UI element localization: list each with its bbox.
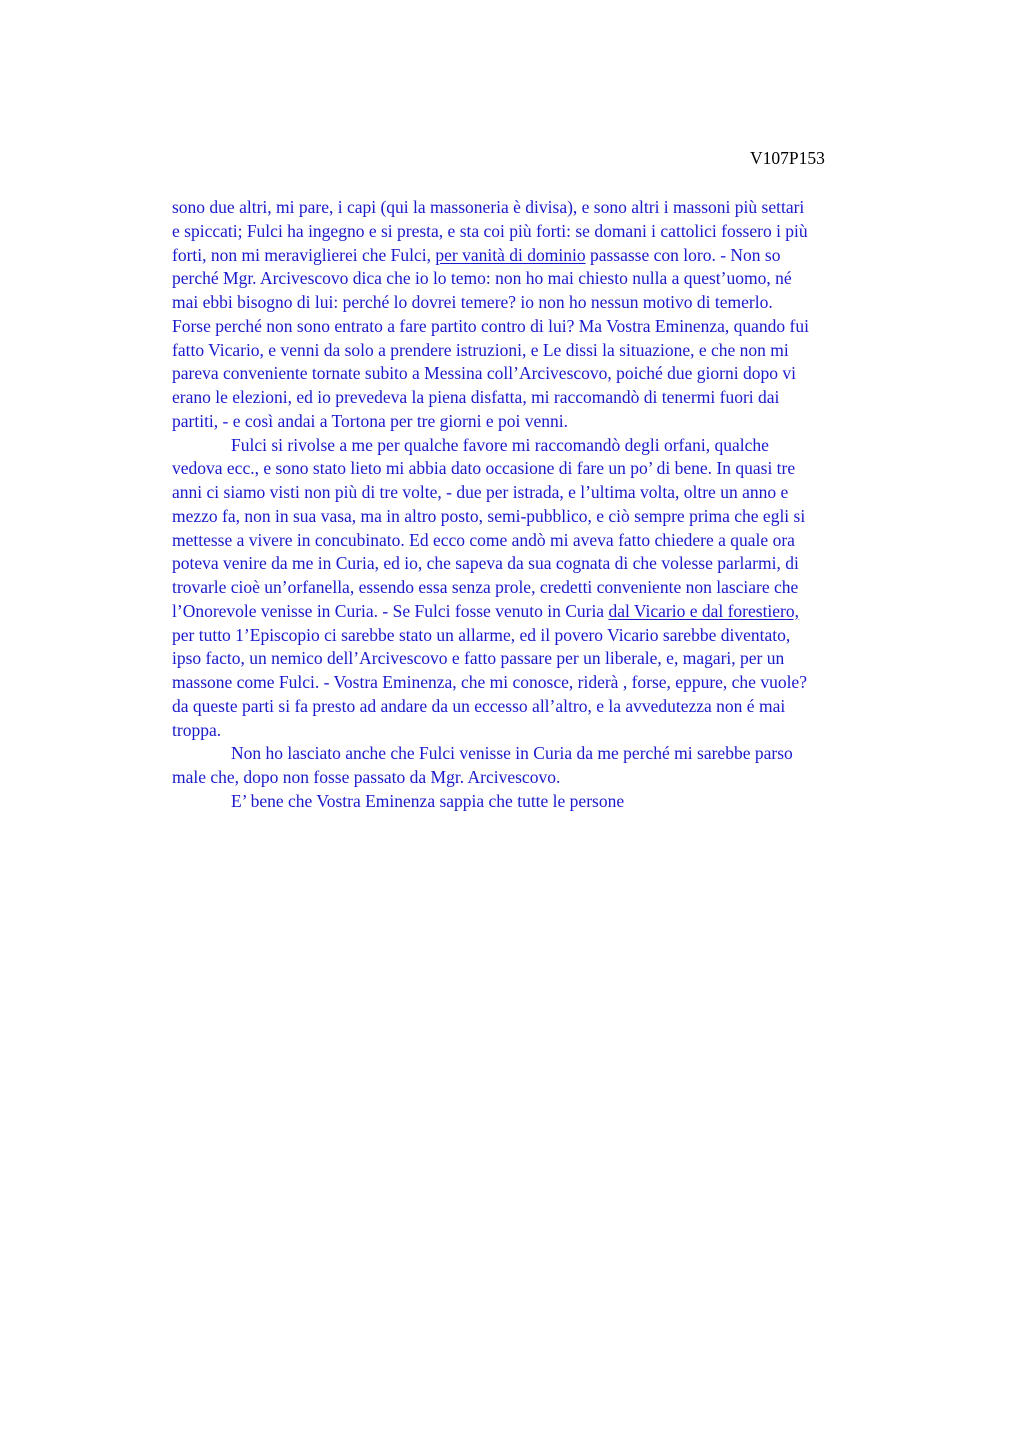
text-segment: mai ebbi bisogno di lui: perché lo dovrei temere? io non ho nessun motivo di temerlo. (172, 292, 773, 312)
text-segment: troppa. (172, 719, 222, 740)
text-line (172, 362, 932, 386)
text-segment: massone come Fulci. - Vostra Eminenza, che mi conosce, riderà , forse, eppure, che vuole? (172, 672, 807, 692)
text-segment: mettesse a vivere in concubinato. Ed ecco come andò mi aveva fatto chiedere a quale ora (172, 529, 795, 550)
text-line (172, 386, 932, 410)
text-segment: sono due altri, mi pare, i capi (qui la massoneria è divisa), e sono altri i massoni più settari (172, 197, 805, 217)
text-segment: perché Mgr. Arcivescovo dica che io lo temo: non ho mai chiesto nulla a quest’uomo, né (172, 268, 792, 289)
text-line (172, 339, 932, 363)
text-line (172, 410, 932, 434)
text-segment: forti, non mi meraviglierei che Fulci, (172, 244, 436, 265)
text-line (172, 671, 932, 695)
paragraph (172, 196, 932, 434)
text-line (172, 695, 932, 719)
text-line (172, 647, 932, 671)
text-line (172, 434, 932, 458)
text-segment: trovarle cioè un’orfanella, essendo essa senza prole, credetti conveniente non lasciare che (172, 577, 799, 597)
text-line (172, 624, 932, 648)
text-segment: male che, dopo non fosse passato da Mgr. Arcivescovo. (172, 767, 561, 787)
text-segment: per tutto 1’Episcopio ci sarebbe stato un allarme, ed il povero Vicario sarebbe diventato, (172, 624, 791, 645)
paragraph (172, 790, 932, 814)
text-line (172, 552, 932, 576)
text-line (172, 576, 932, 600)
underlined-text: per vanità di dominio (435, 244, 586, 265)
text-line (172, 267, 932, 291)
text-segment: Forse perché non sono entrato a fare partito contro di lui? Ma Vostra Eminenza, quando fui (172, 315, 809, 336)
text-line (172, 766, 932, 790)
text-segment: Non ho lasciato anche che Fulci venisse in Curia da me perché mi sarebbe parso (231, 743, 793, 764)
text-segment: vedova ecc., e sono stato lieto mi abbia dato occasione di fare un po’ di bene. In quasi tre (172, 458, 796, 479)
text-segment: passasse con loro. - Non so (585, 244, 781, 265)
page-id: V107P153 (750, 148, 825, 168)
text-segment: fatto Vicario, e venni da solo a prendere istruzioni, e Le dissi la situazione, e che non mi (172, 339, 789, 360)
text-segment: pareva conveniente tornate subito a Messina coll’Arcivescovo, poiché due giorni dopo vi (172, 363, 796, 384)
text-segment: l’Onorevole venisse in Curia. - Se Fulci fosse venuto in Curia (172, 600, 609, 621)
text-line (172, 790, 932, 814)
paragraph (172, 434, 932, 743)
text-line (172, 315, 932, 339)
text-line (172, 220, 932, 244)
text-segment: Fulci si rivolse a me per qualche favore mi raccomandò degli orfani, qualche (231, 434, 769, 455)
text-line (172, 742, 932, 766)
text-segment: e spiccati; Fulci ha ingegno e si presta, e sta coi più forti: se domani i cattolici fossero i più (172, 220, 808, 241)
text-line (172, 291, 932, 315)
text-segment: ipso facto, un nemico dell’Arcivescovo e fatto passare per un liberale, e, magari, per un (172, 648, 785, 669)
text-line (172, 600, 932, 624)
text-segment: da queste parti si fa presto ad andare da un eccesso all’altro, e la avvedutezza non é mai (172, 695, 786, 716)
text-segment: partiti, - e così andai a Tortona per tre giorni e poi venni. (172, 410, 568, 431)
text-segment: poteva venire da me in Curia, ed io, che sapeva da sua cognata di che volesse parlarmi, di (172, 553, 799, 574)
text-line (172, 196, 932, 220)
underlined-text: dal Vicario e dal forestiero, (608, 600, 800, 621)
paragraph (172, 742, 932, 790)
text-segment: mezzo fa, non in sua vasa, ma in altro posto, semi-pubblico, e ciò sempre prima che egli si (172, 505, 806, 526)
text-line (172, 529, 932, 553)
text-segment: E’ bene che Vostra Eminenza sappia che tutte le persone (231, 790, 625, 811)
text-segment: erano le elezioni, ed io prevedeva la piena disfatta, mi raccomandò di tenermi fuori dai (172, 387, 780, 407)
text-line (172, 244, 932, 268)
text-segment: anni ci siamo visti non più di tre volte, - due per istrada, e l’ultima volta, oltre un anno e (172, 482, 789, 502)
letter-body (172, 196, 932, 814)
text-line (172, 481, 932, 505)
text-line (172, 719, 932, 743)
text-line (172, 505, 932, 529)
text-line (172, 457, 932, 481)
